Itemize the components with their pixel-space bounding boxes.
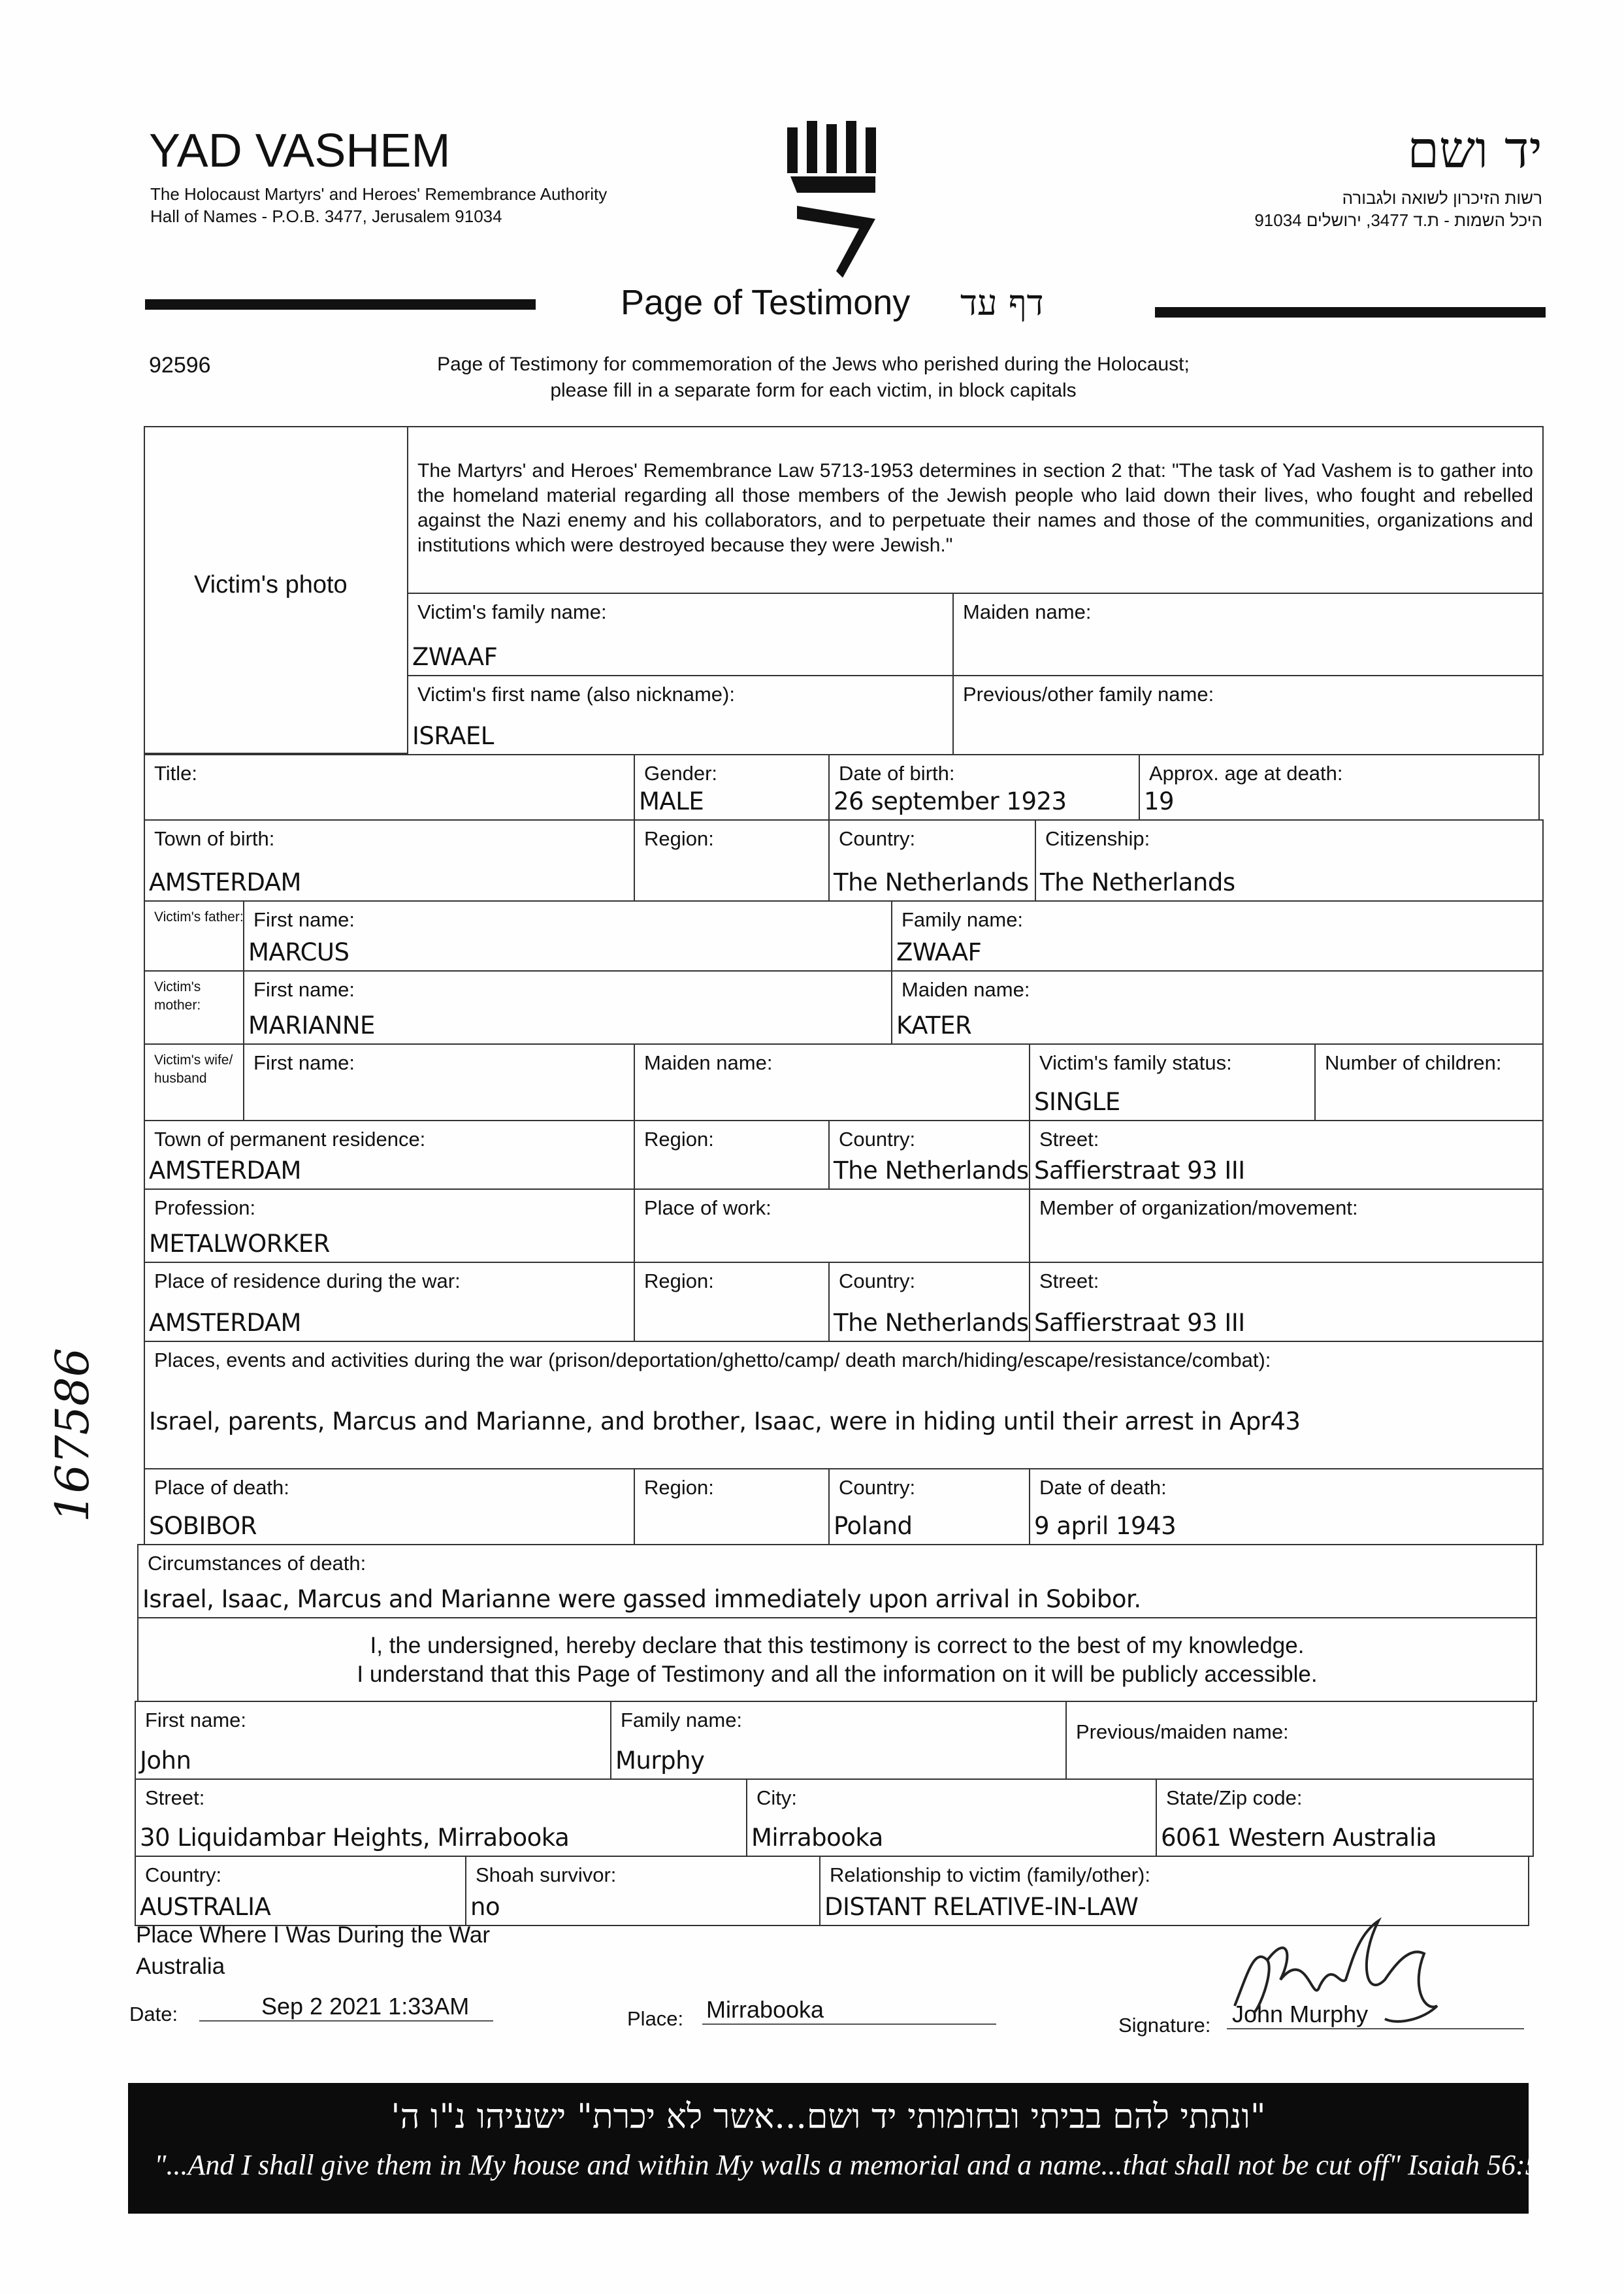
label: Victim's first name (also nickname): xyxy=(417,683,735,706)
label: Shoah survivor: xyxy=(476,1863,617,1886)
label: Maiden name: xyxy=(644,1051,773,1074)
label: First name: xyxy=(253,978,355,1001)
label: Gender: xyxy=(644,762,718,785)
town-of-birth-field[interactable] xyxy=(144,819,635,902)
org-address: Hall of Names - P.O.B. 3477, Jerusalem 91034 xyxy=(150,206,502,226)
date-of-death-field[interactable] xyxy=(1029,1468,1544,1545)
label: Relationship to victim (family/other): xyxy=(830,1863,1150,1886)
birth-region-field[interactable] xyxy=(634,819,830,902)
english-quote: "...And I shall give them in My house and within My walls a memorial and a name...that shall not be cut off" Isaiah 56:5 xyxy=(154,2149,1540,2181)
handwritten-archive-number: 167586 xyxy=(46,1347,99,1522)
handwritten-signature xyxy=(1228,1908,1476,2039)
residence-region-field[interactable] xyxy=(634,1120,830,1190)
value: The Netherlands xyxy=(1040,868,1235,896)
instructions-line2: please fill in a separate form for each victim, in block capitals xyxy=(550,380,1077,401)
value: ZWAAF xyxy=(412,643,498,671)
victim-photo-box xyxy=(144,426,408,754)
yad-vashem-logo xyxy=(777,114,895,284)
label: Place of work: xyxy=(644,1196,771,1219)
value: The Netherlands xyxy=(834,1156,1029,1185)
father-label-cell xyxy=(144,900,244,972)
war-residence-field[interactable] xyxy=(144,1262,635,1342)
hebrew-org-name: יד ושם xyxy=(1407,121,1542,180)
form-title: Page of Testimony xyxy=(621,283,911,322)
value: SOBIBOR xyxy=(149,1512,257,1540)
label: Maiden name: xyxy=(901,978,1030,1001)
war-place-label: Place Where I Was During the War xyxy=(136,1922,491,1948)
label: Previous/maiden name: xyxy=(1076,1720,1289,1743)
value: ZWAAF xyxy=(896,938,982,966)
residence-street-field[interactable] xyxy=(1029,1120,1544,1190)
value: METALWORKER xyxy=(149,1230,330,1258)
label: Region: xyxy=(644,1476,714,1499)
value: MALE xyxy=(639,787,704,815)
war-region-field[interactable] xyxy=(634,1262,830,1342)
war-country-field[interactable] xyxy=(828,1262,1030,1342)
father-first-name-field[interactable] xyxy=(243,900,892,972)
instructions xyxy=(327,352,1300,404)
submitter-previous-name-field[interactable] xyxy=(1065,1701,1534,1780)
org-name: YAD VASHEM xyxy=(149,125,451,177)
isaiah-quote-banner xyxy=(128,2083,1540,2214)
value: 30 Liquidambar Heights, Mirrabooka xyxy=(140,1824,570,1852)
family-status-field[interactable] xyxy=(1029,1043,1316,1121)
value: AMSTERDAM xyxy=(149,1309,301,1337)
label: Region: xyxy=(644,1270,714,1292)
label: Date of birth: xyxy=(839,762,955,785)
age-at-death-field[interactable] xyxy=(1139,754,1540,821)
spouse-label-cell xyxy=(144,1043,244,1121)
birth-country-field[interactable] xyxy=(828,819,1036,902)
hebrew-quote: "ונתתי להם בביתי ובחומותי יד ושם...אשר לא יכרת" ישעיהו נ"ו ה' xyxy=(391,2097,1266,2137)
signature-name[interactable]: John Murphy xyxy=(1227,2001,1524,2029)
label: Street: xyxy=(145,1786,205,1809)
value: SINGLE xyxy=(1034,1088,1120,1116)
label: Number of children: xyxy=(1325,1051,1502,1074)
label: Victim's father: xyxy=(154,909,244,925)
spouse-first-name-field[interactable] xyxy=(243,1043,635,1121)
label: Country: xyxy=(839,1476,916,1499)
place-of-work-field[interactable] xyxy=(634,1188,1030,1263)
label: Victim's family name: xyxy=(417,600,607,623)
submitter-family-name-field[interactable] xyxy=(610,1701,1067,1780)
war-street-field[interactable] xyxy=(1029,1262,1544,1342)
label: Approx. age at death: xyxy=(1149,762,1343,785)
value: ISRAEL xyxy=(412,722,494,750)
label: Member of organization/movement: xyxy=(1039,1196,1358,1219)
value: DISTANT RELATIVE-IN-LAW xyxy=(824,1893,1139,1921)
divider-right xyxy=(1155,307,1546,318)
declaration-line2: I understand that this Page of Testimony and all the information on it will be publicly accessible. xyxy=(357,1662,1318,1687)
place-of-death-field[interactable] xyxy=(144,1468,635,1545)
previous-family-name-field[interactable] xyxy=(952,675,1544,755)
label: Place of death: xyxy=(154,1476,289,1499)
value: AMSTERDAM xyxy=(149,1156,301,1185)
submitter-first-name-field[interactable] xyxy=(135,1701,611,1780)
father-family-name-field[interactable] xyxy=(891,900,1544,972)
value: Murphy xyxy=(615,1746,705,1775)
value: 19 xyxy=(1144,787,1175,815)
label: Country: xyxy=(839,1128,916,1151)
place-value[interactable]: Mirrabooka xyxy=(702,1996,996,2025)
label: Region: xyxy=(644,827,714,850)
death-country-field[interactable] xyxy=(828,1468,1030,1545)
value: MARCUS xyxy=(248,938,349,966)
label: City: xyxy=(756,1786,797,1809)
value: Poland xyxy=(834,1512,913,1540)
date-label: Date: xyxy=(129,2003,178,2025)
value: KATER xyxy=(896,1011,972,1040)
label: Victim's mother: xyxy=(154,979,201,1013)
label: Profession: xyxy=(154,1196,256,1219)
places-events-field[interactable] xyxy=(144,1341,1544,1469)
value: 26 september 1923 xyxy=(834,787,1067,815)
label: Family name: xyxy=(621,1709,743,1731)
label: Maiden name: xyxy=(963,600,1092,623)
label: Town of permanent residence: xyxy=(154,1128,426,1151)
label: Country: xyxy=(145,1863,222,1886)
submitter-street-field[interactable] xyxy=(135,1778,747,1857)
label: Country: xyxy=(839,1270,916,1292)
form-title-hebrew: דף עד xyxy=(960,282,1044,323)
label: Street: xyxy=(1039,1128,1099,1151)
org-subtitle: The Holocaust Martyrs' and Heroes' Remembrance Authority xyxy=(150,184,608,204)
mother-label-cell xyxy=(144,970,244,1045)
photo-label: Victim's photo xyxy=(194,571,348,598)
maiden-name-field[interactable] xyxy=(952,593,1544,676)
organization-field[interactable] xyxy=(1029,1188,1544,1263)
form-number: 92596 xyxy=(149,353,211,378)
value: Saffierstraat 93 III xyxy=(1034,1309,1245,1337)
value: Israel, parents, Marcus and Marianne, and brother, Isaac, were in hiding until their arrest in Apr43 xyxy=(149,1407,1301,1435)
date-value[interactable]: Sep 2 2021 1:33AM xyxy=(199,1993,493,2022)
value: John xyxy=(140,1746,191,1775)
hebrew-address: היכל השמות - ת.ד 3477, ירושלים 91034 xyxy=(1254,210,1542,230)
number-of-children-field[interactable] xyxy=(1314,1043,1544,1121)
label: Places, events and activities during the war (prison/deportation/ghetto/camp/ death march/hiding/escape/resistance/combat): xyxy=(154,1349,1271,1371)
residence-town-field[interactable] xyxy=(144,1120,635,1190)
label: Victim's wife/ husband xyxy=(154,1053,233,1086)
instructions-line1: Page of Testimony for commemoration of the Jews who perished during the Holocaust; xyxy=(437,353,1190,375)
war-place-value: Australia xyxy=(136,1954,225,1979)
shoah-survivor-field[interactable] xyxy=(465,1856,820,1926)
signature-label: Signature: xyxy=(1118,2014,1211,2037)
value: AMSTERDAM xyxy=(149,868,301,896)
label: First name: xyxy=(253,1051,355,1074)
value: no xyxy=(470,1893,500,1921)
hebrew-subtitle: רשות הזיכרון לשואה ולגבורה xyxy=(1342,188,1542,208)
victim-family-name-field[interactable] xyxy=(407,593,954,676)
value: MARIANNE xyxy=(248,1011,375,1040)
declaration xyxy=(137,1617,1537,1702)
label: First name: xyxy=(253,908,355,931)
label: Victim's family status: xyxy=(1039,1051,1232,1074)
value: 9 april 1943 xyxy=(1034,1512,1177,1540)
label: Citizenship: xyxy=(1045,827,1150,850)
value: Mirrabooka xyxy=(751,1824,883,1852)
law-text: The Martyrs' and Heroes' Remembrance Law 5713-1953 determines in section 2 that: "The task of Yad Vashem is to gather into the homeland material regarding all those members of the Jewish people who laid down their lives, who fought and rebelled against the Nazi enemy and his collaborators, and to perpetuate their names and those of the communities, organizations and institutions which were destroyed because they were Jewish." xyxy=(407,426,1544,594)
label: State/Zip code: xyxy=(1166,1786,1303,1809)
date-of-birth-field[interactable] xyxy=(828,754,1140,821)
gender-field[interactable] xyxy=(634,754,830,821)
declaration-line1: I, the undersigned, hereby declare that this testimony is correct to the best of my knowledge. xyxy=(370,1633,1305,1658)
label: Circumstances of death: xyxy=(148,1552,366,1575)
value: Saffierstraat 93 III xyxy=(1034,1156,1245,1185)
place-label: Place: xyxy=(627,2007,684,2030)
label: Street: xyxy=(1039,1270,1099,1292)
residence-country-field[interactable] xyxy=(828,1120,1030,1190)
label: Title: xyxy=(154,762,198,785)
citizenship-field[interactable] xyxy=(1035,819,1544,902)
label: Region: xyxy=(644,1128,714,1151)
label: First name: xyxy=(145,1709,247,1731)
label: Place of residence during the war: xyxy=(154,1270,461,1292)
value: AUSTRALIA xyxy=(140,1893,271,1921)
mother-first-name-field[interactable] xyxy=(243,970,892,1045)
profession-field[interactable] xyxy=(144,1188,635,1263)
value: The Netherlands xyxy=(834,1309,1029,1337)
label: Country: xyxy=(839,827,916,850)
label: Town of birth: xyxy=(154,827,275,850)
submitter-state-zip-field[interactable] xyxy=(1156,1778,1534,1857)
circumstances-field[interactable] xyxy=(137,1544,1537,1618)
title-field[interactable] xyxy=(144,754,635,821)
mother-maiden-name-field[interactable] xyxy=(891,970,1544,1045)
submitter-city-field[interactable] xyxy=(746,1778,1157,1857)
victim-first-name-field[interactable] xyxy=(407,675,954,755)
value: The Netherlands xyxy=(834,868,1029,896)
divider-left xyxy=(145,299,536,310)
label: Previous/other family name: xyxy=(963,683,1214,706)
label: Family name: xyxy=(901,908,1024,931)
value: Israel, Isaac, Marcus and Marianne were gassed immediately upon arrival in Sobibor. xyxy=(142,1585,1141,1613)
spouse-maiden-name-field[interactable] xyxy=(634,1043,1030,1121)
label: Date of death: xyxy=(1039,1476,1167,1499)
death-region-field[interactable] xyxy=(634,1468,830,1545)
submitter-country-field[interactable] xyxy=(135,1856,466,1926)
value: 6061 Western Australia xyxy=(1161,1824,1437,1852)
